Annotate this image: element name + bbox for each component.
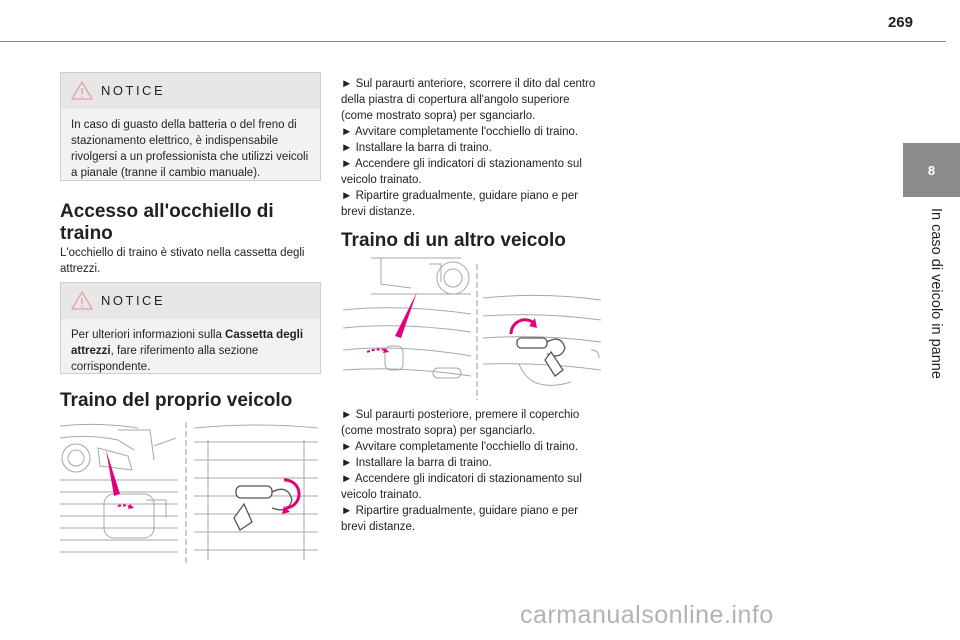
watermark: carmanualsonline.info: [520, 601, 774, 629]
page-number: 269: [887, 14, 913, 31]
notice-header-1: [61, 73, 320, 109]
notice-text-2: [61, 319, 320, 383]
illustration-front-towing: [58, 420, 320, 568]
step-front-5: ► Ripartire gradualmente, guidare piano e per brevi distanze.: [341, 190, 579, 218]
notice-text-1: In caso di guasto della batteria o del freno di stazionamento elettrico, è indispensabile rivolgersi a un professionista che utilizzi veicoli a pianale (tranne il cambio manuale).: [71, 119, 309, 179]
heading-own-vehicle: Traino del proprio veicolo: [60, 390, 293, 411]
step-rear-3: ► Installare la barra di traino.: [341, 457, 492, 469]
chapter-title: [924, 208, 946, 418]
step-front-2: ► Avvitare completamente l'occhiello di traino.: [341, 126, 579, 138]
header-rule: [0, 41, 946, 42]
step-front-4: ► Accendere gli indicatori di stazionamento sul veicolo trainato.: [341, 158, 582, 186]
steps-rear-list: [341, 407, 603, 535]
notice-box-2: [60, 282, 321, 374]
warning-icon: [71, 81, 93, 100]
notice2-text-before: Per ulteriori informazioni sulla: [71, 329, 226, 341]
illustration-rear-towing: [341, 254, 603, 402]
chapter-title-text: In caso di veicolo in panne: [928, 208, 944, 379]
notice-box-1: [60, 72, 321, 181]
rear-bumper-drawing: [341, 254, 603, 402]
access-text: L'occhiello di traino è stivato nella cassetta degli attrezzi.: [60, 247, 305, 275]
notice2-text-after: , fare riferimento alla sezione corrispondente.: [71, 345, 259, 373]
step-rear-5: ► Ripartire gradualmente, guidare piano e per brevi distanze.: [341, 505, 579, 533]
step-rear-2: ► Avvitare completamente l'occhiello di traino.: [341, 441, 579, 453]
step-front-1: ► Sul paraurti anteriore, scorrere il dito dal centro della piastra di copertura all'angolo superiore (come mostrato sopra) per sganciarlo.: [341, 78, 596, 122]
step-front-3: ► Installare la barra di traino.: [341, 142, 492, 154]
heading-other-vehicle: Traino di un altro veicolo: [341, 230, 566, 251]
step-rear-1: ► Sul paraurti posteriore, premere il coperchio (come mostrato sopra) per sganciarlo.: [341, 409, 580, 437]
heading-access: Accesso all'occhiello di traino: [60, 201, 274, 244]
notice-title-1: NOTICE: [101, 83, 166, 98]
front-bumper-drawing: [58, 420, 320, 568]
notice-title-2: NOTICE: [101, 293, 166, 308]
chapter-tab[interactable]: 8: [903, 143, 960, 197]
warning-icon: [71, 291, 93, 310]
steps-front-list: [341, 76, 603, 220]
step-rear-4: ► Accendere gli indicatori di stazionamento sul veicolo trainato.: [341, 473, 582, 501]
notice-header-2: [61, 283, 320, 319]
notice2-bold[interactable]: Cassetta degli attrezzi: [71, 329, 304, 357]
